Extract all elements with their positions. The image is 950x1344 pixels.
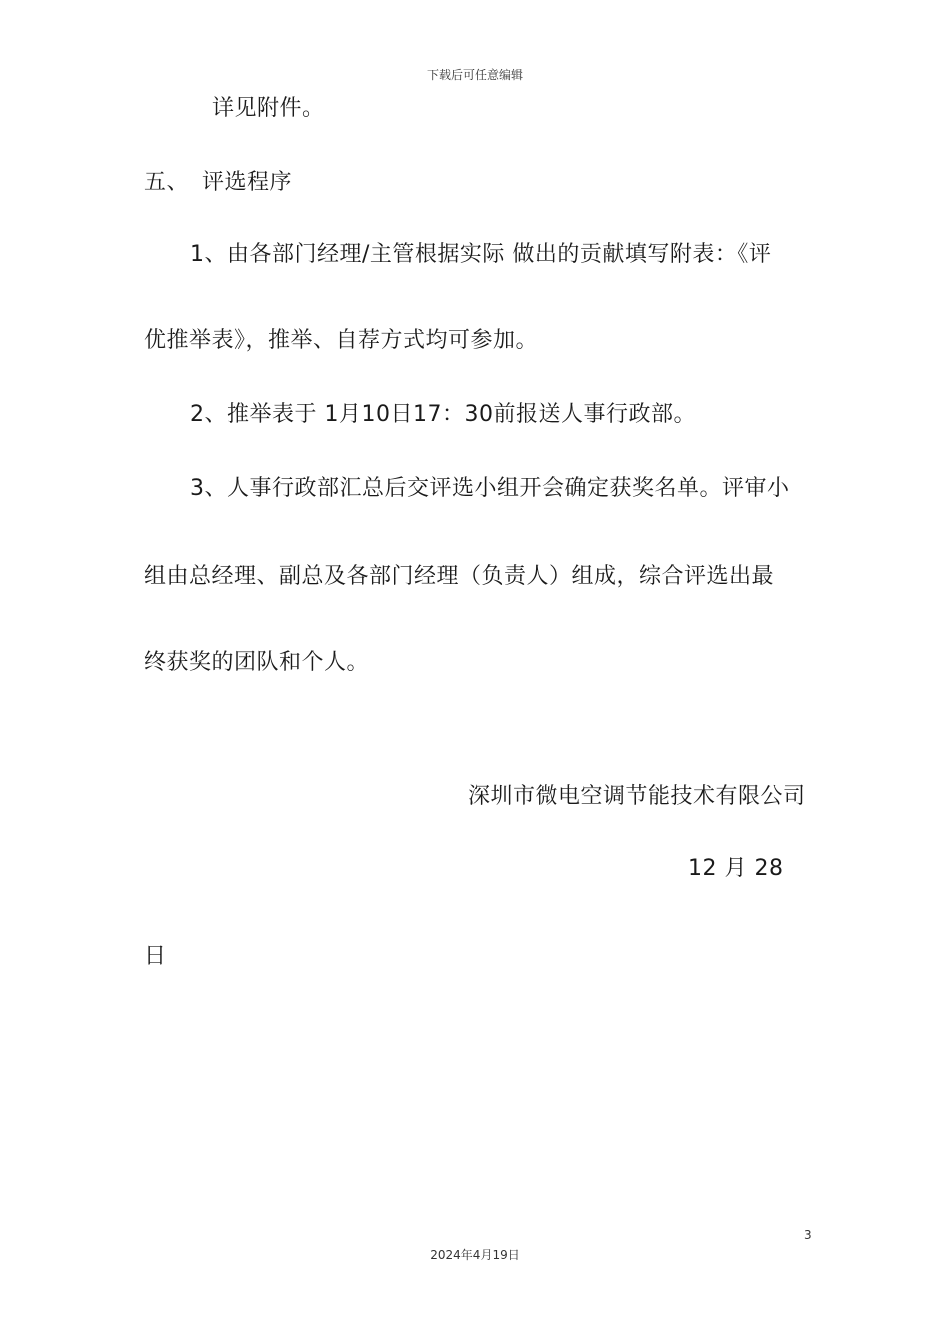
procedure-item-1-line-2: 优推举表》，推举、自荐方式均可参加。 (144, 328, 539, 353)
signature-date: 12 月 28 (688, 856, 784, 881)
procedure-item-3-line-1: 3、人事行政部汇总后交评选小组开会确定获奖名单。评审小 (190, 476, 790, 501)
procedure-item-1-line-1: 1、由各部门经理/主管根据实际 做出的贡献填写附表：《评 (190, 242, 772, 267)
header-note: 下载后可任意编辑 (426, 68, 523, 82)
procedure-item-3-line-2: 组由总经理、副总及各部门经理（负责人）组成，综合评选出最 (144, 564, 775, 589)
section-title: 评选程序 (202, 170, 293, 195)
procedure-item-2: 2、推举表于 1月10日17：30前报送人事行政部。 (190, 402, 696, 427)
section-number: 五、 (144, 170, 190, 195)
page-number: 3 (804, 1228, 812, 1242)
company-signature: 深圳市微电空调节能技术有限公司 (468, 784, 806, 809)
procedure-item-3-line-3: 终获奖的团队和个人。 (144, 650, 370, 675)
footer-date: 2024年4月19日 (430, 1248, 520, 1262)
signature-date-day: 日 (144, 944, 167, 969)
see-attachment-text: 详见附件。 (212, 96, 325, 121)
